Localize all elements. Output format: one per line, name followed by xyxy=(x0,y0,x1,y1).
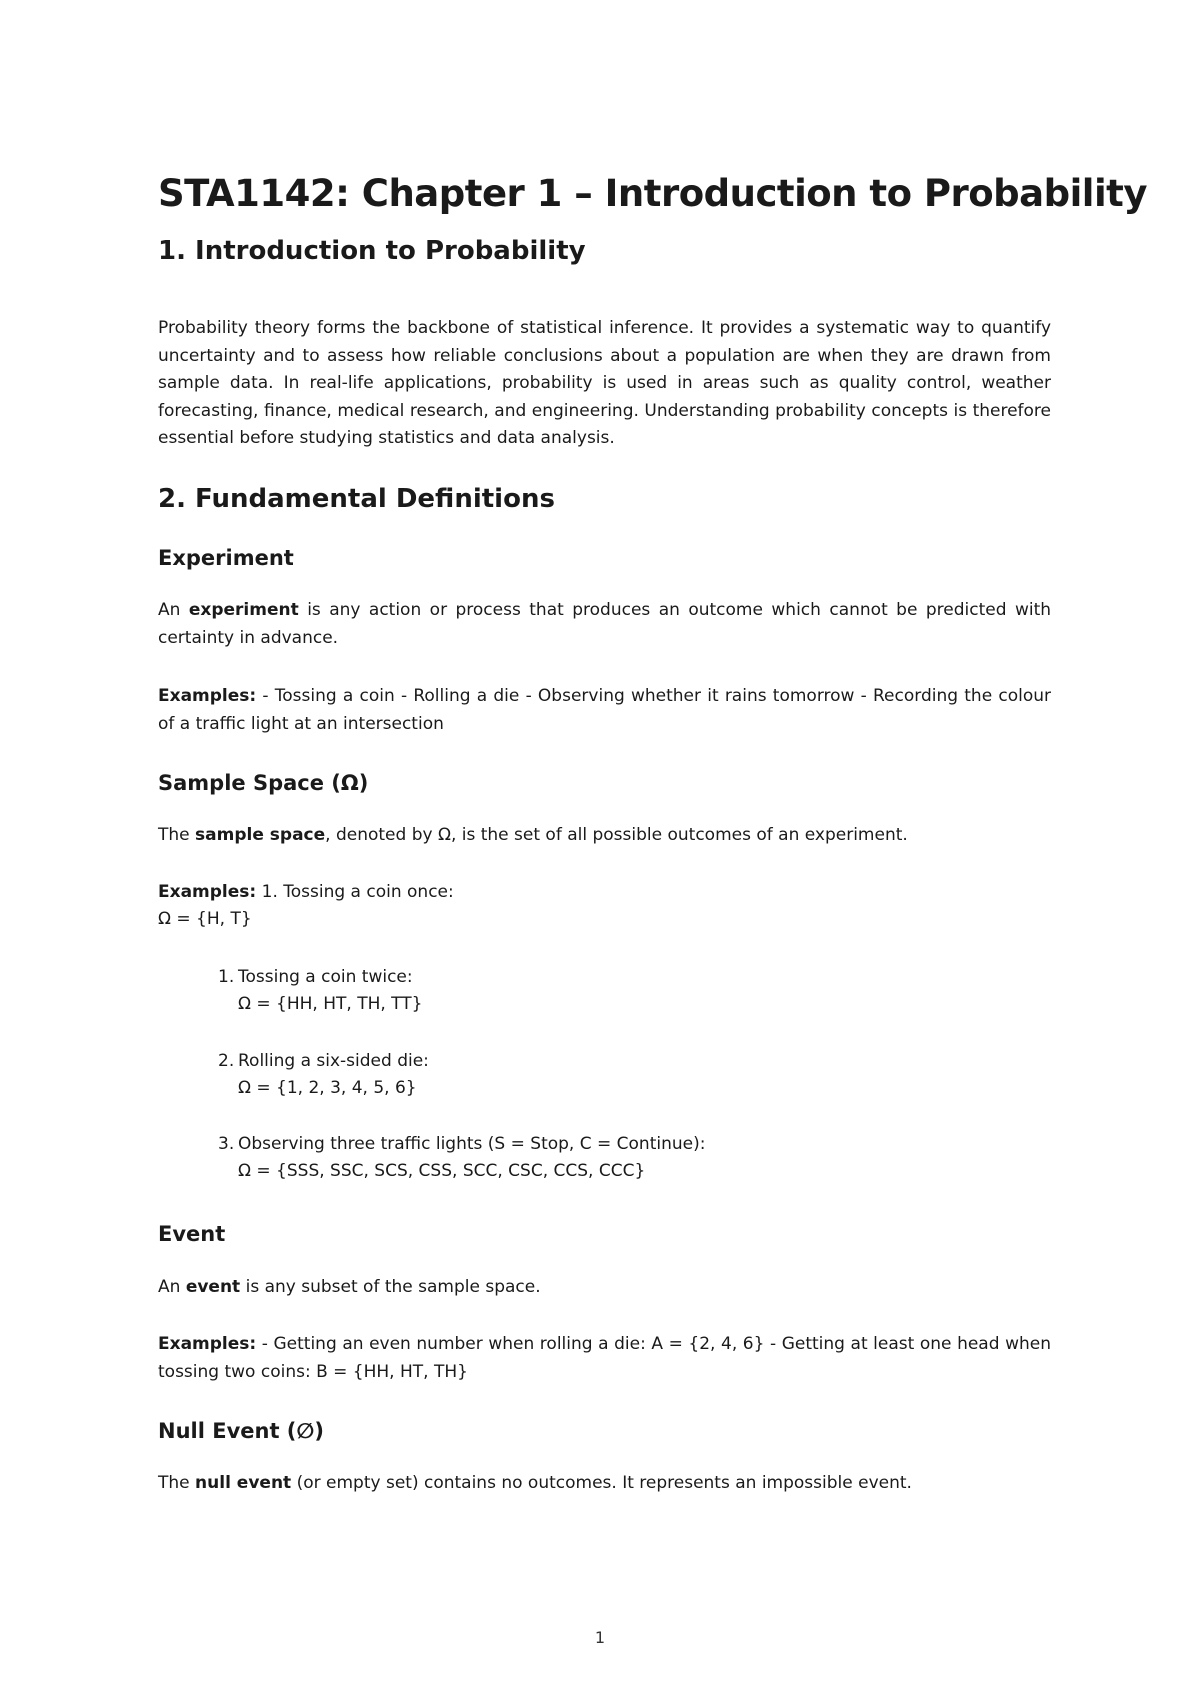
sample-space-set: Ω = {1, 2, 3, 4, 5, 6} xyxy=(238,1078,417,1098)
term-experiment: experiment xyxy=(188,600,299,620)
subheading-experiment: Experiment xyxy=(158,546,294,570)
section-heading-intro: 1. Introduction to Probability xyxy=(158,236,586,266)
list-item: 2. Rolling a six-sided die: Ω = {1, 2, 3, 4, 5, 6} xyxy=(218,1048,429,1102)
sample-space-examples: Examples: 1. Tossing a coin once: xyxy=(158,882,454,902)
list-item: 1. Tossing a coin twice: Ω = {HH, HT, TH, TT} xyxy=(218,964,422,1018)
event-examples: Examples: - Getting an even number when rolling a die: A = {2, 4, 6} - Getting at least one head when tossing two coins: B = {HH, HT, TH} xyxy=(158,1334,1051,1382)
term-sample-space: sample space xyxy=(195,825,326,845)
experiment-definition: An experiment is any action or process that produces an outcome which cannot be predicted with certainty in advance. xyxy=(158,600,1052,648)
examples-label: Examples: xyxy=(158,882,257,902)
sample-space-set: Ω = {HH, HT, TH, TT} xyxy=(238,994,423,1014)
page-number: 1 xyxy=(594,1628,606,1647)
term-null-event: null event xyxy=(195,1473,292,1493)
subheading-sample-space: Sample Space (Ω) xyxy=(158,771,369,795)
sample-space-set: Ω = {SSS, SSC, SCS, CSS, SCC, CSC, CCS, CCC} xyxy=(238,1161,646,1181)
section-heading-definitions: 2. Fundamental Definitions xyxy=(158,484,555,514)
experiment-examples: Examples: - Tossing a coin - Rolling a die - Observing whether it rains tomorrow - Recording the colour of a traffic light at an intersection xyxy=(158,686,1051,734)
subheading-event: Event xyxy=(158,1222,226,1246)
document-title: STA1142: Chapter 1 – Introduction to Probability xyxy=(158,172,1147,215)
null-event-definition: The null event (or empty set) contains no outcomes. It represents an impossible event. xyxy=(158,1473,912,1493)
examples-label: Examples: xyxy=(158,686,257,706)
sample-space-set-coin-once: Ω = {H, T} xyxy=(158,909,252,929)
list-item: 3. Observing three traffic lights (S = Stop, C = Continue): Ω = {SSS, SSC, SCS, CSS, SCC, CSC, CCS, CCC} xyxy=(218,1131,705,1185)
sample-space-definition: The sample space, denoted by Ω, is the set of all possible outcomes of an experiment. xyxy=(158,825,908,845)
examples-label: Examples: xyxy=(158,1334,257,1354)
event-definition: An event is any subset of the sample space. xyxy=(158,1277,541,1297)
intro-paragraph: Probability theory forms the backbone of statistical inference. It provides a systematic way to quantify uncertainty and to assess how reliable conclusions about a population are when they are drawn from sample data. In real-life applications, probability is used in areas such as quality control, weather forecasting, finance, medical research, and engineering. Understanding probability concepts is therefore essential before studying statistics and data analysis. xyxy=(158,318,1051,448)
term-event: event xyxy=(185,1277,241,1297)
subheading-null-event: Null Event (∅) xyxy=(158,1419,324,1443)
